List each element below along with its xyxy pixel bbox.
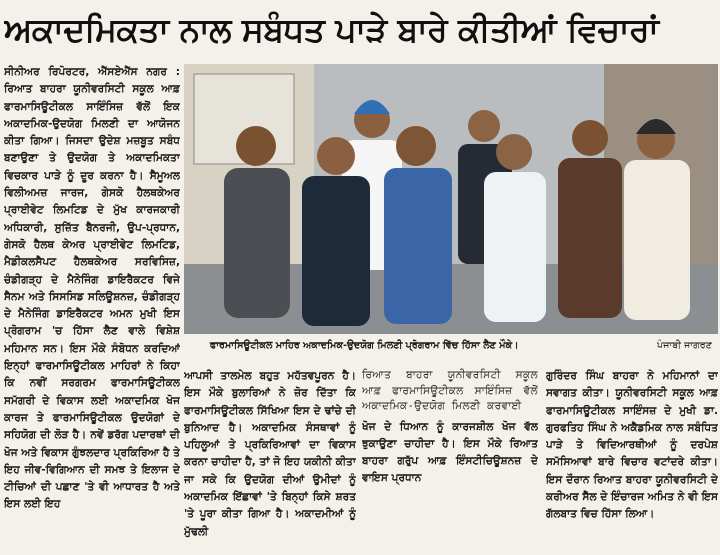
photo-caption: ਫਾਰਮਾਸਿਊਟੀਕਲ ਮਾਹਿਰ ਅਕਾਦਮਿਕ-ਉਦਯੋਗ ਮਿਲਣੀ ਪ੍ਰੋਗਰਾਮ ਵਿੱਚ ਹਿੱਸਾ ਲੈਣ ਮੌਕੇ। (210, 340, 519, 351)
photo-credit: ਪੰਜਾਬੀ ਜਾਗਰਣ (657, 340, 712, 351)
article-column-2: ਆਪਸੀ ਤਾਲਮੇਲ ਬਹੁਤ ਮਹੱਤਵਪੂਰਨ ਹੈ। ਇਸ ਮੌਕੇ ਬੁਲਾਰਿਆਂ ਨੇ ਜ਼ੋਰ ਦਿੱਤਾ ਕਿ ਫਾਰਮਾਸਿਊਟੀਕਲ ਸਿੱਖਿਆ ਇਸ ਦੇ ਢਾਂਚੇ ਦੀ ਬੁਨਿਆਦ ਹੈ। ਅਕਾਦਮਿਕ ਸੰਸਥਾਵਾਂ ਨੂੰ ਪਹਿਲੂਆਂ ਤੇ ਪ੍ਰਕਿਰਿਆਵਾਂ ਦਾ ਵਿਕਾਸ ਕਰਨਾ ਚਾਹੀਦਾ ਹੈ, ਤਾਂ ਜੋ ਇਹ ਯਕੀਨੀ ਕੀਤਾ ਜਾ ਸਕੇ ਕਿ ਉਦਯੋਗ ਦੀਆਂ ਉਮੀਦਾਂ ਨੂੰ ਅਕਾਦਮਿਕ ਇੱਛਾਵਾਂ 'ਤੇ ਬਿਨ੍ਹਾਂ ਕਿਸੇ ਸ਼ਰਤ 'ਤੇ ਪੂਰਾ ਕੀਤਾ ਗਿਆ ਹੈ। ਅਕਾਦਮੀਆਂ ਨੂੰ ਮੁੱਢਲੀ (184, 370, 356, 538)
pull-quote: ਰਿਆਤ ਬਾਹਰਾ ਯੂਨੀਵਰਸਿਟੀ ਸਕੂਲ ਆਫ਼ ਫਾਰਮਾਸਿਊਟੀਕਲ ਸਾਇੰਸਿਜ਼ ਵੱਲੋਂ ਅਕਾਦਮਿਕ-ਉਦਯੋਗ ਮਿਲਣੀ ਕਰਵਾਈ (362, 369, 538, 412)
headline: ਅਕਾਦਮਿਕਤਾ ਨਾਲ ਸਬੰਧਤ ਪਾੜੇ ਬਾਰੇ ਕੀਤੀਆਂ ਵਿਚਾਰਾਂ (4, 10, 659, 49)
article-column-3 (362, 368, 538, 552)
group-photo-illustration (184, 64, 718, 334)
article-text-1: ਰਿਆਤ ਬਾਹਰਾ ਯੂਨੀਵਰਸਿਟੀ ਸਕੂਲ ਆਫ਼ ਫਾਰਮਾਸਿਊਟੀਕਲ ਸਾਇੰਸਿਜ਼ ਵੱਲੋਂ ਇਕ ਅਕਾਦਮਿਕ-ਉਦਯੋਗ ਮਿਲਣੀ ਦਾ ਆਯੋਜਨ ਕੀਤਾ ਗਿਆ। ਜਿਸਦਾ ਉਦੇਸ਼ ਮਜ਼ਬੂਤ ਸਬੰਧ ਬਣਾਉਣਾ ਤੇ ਉਦਯੋਗ ਤੇ ਅਕਾਦਮਿਕਤਾ ਵਿਚਕਾਰ ਪਾੜੇ ਨੂੰ ਦੂਰ ਕਰਨਾ ਹੈ। ਸੈਮੂਅਲ ਵਿਲੀਅਮਜ਼ ਜਾਰਜ, ਗੇਸਕੋ ਹੈਲਥਕੇਅਰ ਪ੍ਰਾਈਵੇਟ ਲਿਮਟਿਡ ਦੇ ਮੁੱਖ ਕਾਰਜਕਾਰੀ ਅਧਿਕਾਰੀ, ਸੁਜ਼ਿੱਤ ਬੈਨਰਜੀ, ਉਪ-ਪ੍ਰਧਾਨ, ਗੇਸਕੋ ਹੈਲਥ ਕੇਅਰ ਪ੍ਰਾਈਵੇਟ ਲਿਮਟਿਡ, ਮੈਡੀਕਲਸੈਪਟ ਹੈਲਥਕੇਅਰ ਸਰਵਿਸਿਜ਼, ਚੰਡੀਗੜ੍ਹ ਦੇ ਮੈਨੇਜਿੰਗ ਡਾਇਰੈਕਟਰ ਵਿਜੇ ਸੈਨਮ ਅਤੇ ਸਿਸਸਿਡ ਸਲਿਊਸ਼ਨਜ਼, ਚੰਡੀਗੜ੍ਹ ਦੇ ਮੈਨੇਜਿੰਗ ਡਾਇਰੈਕਟਰ ਅਮਨ ਮੁਖੀ ਇਸ ਪ੍ਰੋਗਰਾਮ 'ਚ ਹਿੱਸਾ ਲੈਣ ਵਾਲੇ ਵਿਸ਼ੇਸ਼ ਮਹਿਮਾਨ ਸਨ। ਇਸ ਮੌਕੇ ਸੰਬੋਧਨ ਕਰਦਿਆਂ ਇਨ੍ਹਾਂ ਫਾਰਮਾਸਿਊਟੀਕਲ ਮਾਹਿਰਾਂ ਨੇ ਕਿਹਾ ਕਿ ਨਵੀਂ ਸਰਗਰਮ ਫਾਰਮਾਸਿਊਟੀਕਲ ਸਮੱਗਰੀ ਦੇ ਵਿਕਾਸ ਲਈ ਅਕਾਦਮਿਕ ਖੋਜ ਕਾਰਜ ਤੇ ਫਾਰਮਾਸਿਊਟੀਕਲ ਉਦਯੋਗਾਂ ਦੇ ਸਹਿਯੋਗ ਦੀ ਲੋੜ ਹੈ। ਨਵੇਂ ਡਰੱਗ ਪਦਾਰਥਾਂ ਦੀ ਖੋਜ ਅਤੇ ਵਿਕਾਸ ਗੁੰਝਲਦਾਰ ਪ੍ਰਕਿਰਿਆ ਹੈ ਤੇ ਇਹ ਜੀਵ-ਵਿਗਿਆਨ ਦੀ ਸਮਝ ਤੇ ਇਲਾਜ ਦੇ ਟੀਚਿਆਂ ਦੀ ਪਛਾਣ 'ਤੇ ਵੀ ਆਧਾਰਤ ਹੈ ਅਤੇ ਇਸ ਲਈ ਇਹ (4, 83, 180, 511)
photo-caption-bar (184, 336, 718, 356)
byline: ਸੀਨੀਅਰ ਰਿਪੋਰਟਰ, ਐੱਸਏਐੱਸ ਨਗਰ : (4, 66, 180, 78)
article-column-1 (4, 64, 180, 552)
article-column-4: ਗੁਰਿੰਦਰ ਸਿੰਘ ਬਾਹਰਾ ਨੇ ਮਹਿਮਾਨਾਂ ਦਾ ਸਵਾਗਤ ਕੀਤਾ। ਯੂਨੀਵਰਸਿਟੀ ਸਕੂਲ ਆਫ਼ ਫਾਰਮਾਸਿਊਟੀਕਲ ਸਾਇੰਸਜ਼ ਦੇ ਮੁਖੀ ਡਾ. ਗੁਰਫਤਿਹ ਸਿੰਘ ਨੇ ਅਕੈਡਮਿਕ ਨਾਲ ਸਬੰਧਿਤ ਪਾੜੇ ਤੇ ਵਿਦਿਆਰਥੀਆਂ ਨੂੰ ਦਰਪੇਸ਼ ਸਮੱਸਿਆਵਾਂ ਬਾਰੇ ਵਿਚਾਰ ਵਟਾਂਦਰੇ ਕੀਤਾ। ਇਸ ਦੌਰਾਨ ਰਿਆਤ ਬਾਹਰਾ ਯੂਨੀਵਰਸਿਟੀ ਦੇ ਕਰੀਅਰ ਸੈੱਲ ਦੇ ਇੰਚਾਰਜ ਅਮਿਤ ਨੇ ਵੀ ਇਸ ਗੱਲਬਾਤ ਵਿਚ ਹਿੱਸਾ ਲਿਆ। (546, 370, 718, 521)
group-photo (184, 64, 718, 334)
article-text-3: ਖੋਜ ਦੇ ਧਿਆਨ ਨੂੰ ਕਾਰਜਸ਼ੀਲ ਖੋਜ ਵੱਲ ਝੁਕਾਉਣਾ ਚਾਹੀਦਾ ਹੈ। ਇਸ ਮੌਕੇ ਰਿਆਤ ਬਾਹਰਾ ਗਰੁੱਪ ਆਫ਼ ਇੰਸਟੀਚਿਊਸ਼ਨਜ਼ ਦੇ ਵਾਇਸ ਪ੍ਰਧਾਨ (362, 420, 538, 485)
